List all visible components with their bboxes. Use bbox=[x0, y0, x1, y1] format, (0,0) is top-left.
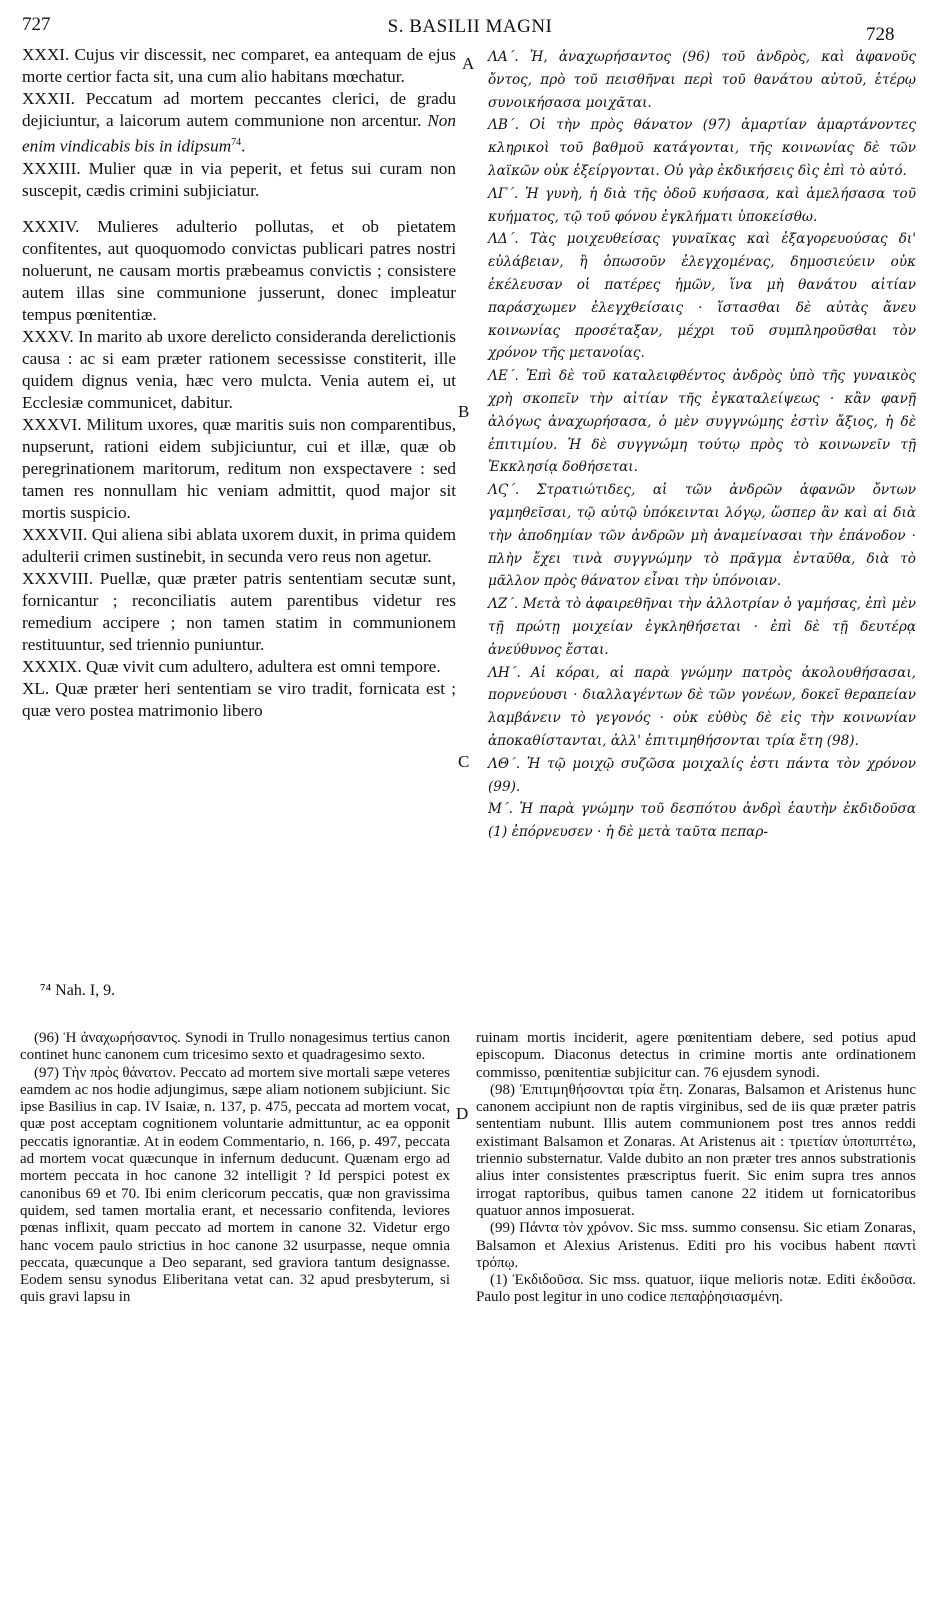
latin-canon-31: XXXI. Cujus vir discessit, nec comparet, ea antequam de ejus morte certior facta sit, una cum alio habitans mœchatur. bbox=[22, 45, 456, 86]
page-number-left: 727 bbox=[22, 14, 51, 35]
notes-left-column bbox=[20, 1030, 450, 1307]
latin-canon-35: XXXV. In marito ab uxore derelicto consideranda derelictionis causa : ac si eam præter rationem secessisse constiterit, ille quidem dignus venia, hæc vero mulcta. Venia autem ei, ut Ecclesiæ communicet, dabitur. bbox=[22, 326, 456, 412]
latin-canon-39: XXXIX. Quæ vivit cum adultero, adultera est omni tempore. bbox=[22, 656, 441, 676]
margin-letter-d: D bbox=[456, 1104, 469, 1123]
greek-canon-38: ΛΗ΄. Αἱ κόραι, αἱ παρὰ γνώμην πατρὸς ἀκολουθήσασαι, πορνεύουσι · διαλλαγέντων δὲ τῶν γονέων, δοκεῖ θεραπείαν λαμβάνειν τὸ γεγονός · οὐκ εὐθὺς δὲ εἰς τὴν κοινωνίαν ἀποκαθίστανται, ἀλλ' ἐπιτιμηθήσονται τρία ἔτη (98). bbox=[488, 664, 916, 749]
latin-canon-32: XXXII. Peccatum ad mortem peccantes clerici, de gradu dejiciuntur, a laicorum autem communione non arcentur. Non enim vindicabis bis in idipsum$^{74}$. bbox=[22, 89, 456, 156]
margin-letter-b: B bbox=[458, 402, 470, 421]
greek-column bbox=[488, 46, 916, 844]
greek-canon-34: ΛΔ΄. Τὰς μοιχευθείσας γυναῖκας καὶ ἐξαγορευούσας δι' εὐλάβειαν, ἢ ὁπωσοῦν ἐλεγχομένας, δημοσιεύειν οὐκ ἐκέλευσαν οἱ πατέρες ἡμῶν, ἵνα μὴ θανάτου αἰτίαν παράσχωμεν ἐλεγχθείσαις · ἵστασθαι δὲ αὐτὰς ἄνευ κοινωνίας προσέταξαν, μέχρι τοῦ συμπληροῦσθαι τὸν χρόνον τῆς μετανοίας. bbox=[488, 231, 916, 362]
latin-canon-37: XXXVII. Qui aliena sibi ablata uxorem duxit, in prima quidem adulterii crimen sustinebit, in secunda vero reus non agetur. bbox=[22, 524, 456, 566]
note-97: (97) Τὴν πρὸς θάνατον. Peccato ad mortem sive mortali sæpe veteres eamdem ac nos hodie adjungimus, sæpe aliam notionem subjiciunt. Sic ipse Basilius in cap. IV Isaiæ, n. 137, p. 475, peccata ad mortem vocat, quæ post acceptam cognitionem voluntarie admittuntur, ac ea opponit peccatis ignorantiæ. At in eodem Commentario, n. 166, p. 497, peccata ad mortem vocat quæcunque in infernum deducunt. Quænam ergo ad mortem peccata in hoc canone 32 intelligit ? Id perspici potest ex canonibus 69 et 70. Ibi enim clericorum peccatis, quæ non gravissima quidem, sed tamen mortalia erant, et necessario confitenda, leviores pœnas inflixit, quam peccato ad mortem in canone 32. Videtur ergo hanc vocem paulo strictius in hoc canone 32 usurpasse, neque omnia peccata, quæcunque a Deo separant, sed graviora tantum designasse. Eodem sensu synodus Eliberitana vetat can. 32 apud presbyterum, si quis gravi lapsu in bbox=[20, 1064, 450, 1306]
greek-canon-33: ΛΓ΄. Ἡ γυνὴ, ἡ διὰ τῆς ὁδοῦ κυήσασα, καὶ ἀμελήσασα τοῦ κυήματος, τῷ τοῦ φόνου ἐγκλήματι ὑποκείσθω. bbox=[488, 185, 916, 225]
note-1: (1) Ἐκδιδοῦσα. Sic mss. quatuor, iique melioris notæ. Editi ἐκδοῦσα. Paulo post legitur in uno codice πεπαῤῥησιασμένη. bbox=[476, 1272, 916, 1306]
greek-canon-37: ΛΖ΄. Μετὰ τὸ ἀφαιρεθῆναι τὴν ἀλλοτρίαν ὁ γαμήσας, ἐπὶ μὲν τῇ πρώτῃ μοιχείαν ἐγκληθήσεται · ἐπὶ δὲ τῇ δευτέρᾳ ἀνεύθυνος ἔσται. bbox=[488, 596, 916, 658]
greek-canon-40: Μ΄. Ἡ παρὰ γνώμην τοῦ δεσπότου ἀνδρὶ ἑαυτὴν ἐκδιδοῦσα (1) ἐπόρνευσεν · ἡ δὲ μετὰ ταῦτα πεπαρ- bbox=[488, 801, 916, 841]
running-title: S. BASILII MAGNI bbox=[387, 16, 553, 37]
note-96: (96) Ἡ ἀναχωρήσαντος. Synodi in Trullo nonagesimus tertius canon continet hunc canonem cum tricesimo sexto et quadragesimo sexto. bbox=[20, 1030, 450, 1064]
latin-canon-36: XXXVI. Militum uxores, quæ maritis suis non comparentibus, nupserunt, rationi eidem subjiciuntur, cui et illæ, quæ ob peregrinationem maritorum, reditum non exspectavere : sed tamen res nonnullam hic veniam admittit, quod major sit mortis suspicio. bbox=[22, 414, 456, 522]
latin-canon-40: XL. Quæ præter heri sententiam se viro tradit, fornicata est ; quæ vero postea matrimonio libero bbox=[22, 678, 456, 720]
page-number-right: 728 bbox=[866, 24, 895, 45]
greek-canon-39: ΛΘ΄. Ἡ τῷ μοιχῷ συζῶσα μοιχαλίς ἐστι πάντα τὸν χρόνον (99). bbox=[488, 755, 916, 795]
scripture-quote: Non enim vindicabis bis in idipsum bbox=[22, 111, 456, 156]
margin-letter-a: A bbox=[462, 54, 475, 73]
latin-column bbox=[22, 44, 456, 722]
latin-canon-33: XXXIII. Mulier quæ in via peperit, et fetus sui curam non suscepit, cædis crimini subjiciatur. bbox=[22, 158, 456, 200]
latin-canon-38: XXXVIII. Puellæ, quæ præter patris sententiam secutæ sunt, fornicantur ; reconciliatis autem parentibus videtur res remedium accipere ; non tamen statim in communionem restituuntur, sed triennio puniuntur. bbox=[22, 568, 456, 654]
greek-canon-32: ΛΒ΄. Οἱ τὴν πρὸς θάνατον (97) ἁμαρτίαν ἁμαρτάνοντες κληρικοὶ τοῦ βαθμοῦ κατάγονται, τῆς κοινωνίας δὲ τῶν λαϊκῶν οὐκ ἐξείργονται. Οὐ γὰρ ἐκδικήσεις δὶς ἐπὶ τὸ αὐτό. bbox=[488, 117, 916, 179]
footnote-ref: 74 bbox=[231, 137, 242, 148]
margin-letter-c: C bbox=[458, 752, 470, 771]
greek-canon-36: ΛϚ΄. Στρατιώτιδες, αἱ τῶν ἀνδρῶν ἀφανῶν ὄντων γαμηθεῖσαι, τῷ αὐτῷ ὑπόκεινται λόγῳ, ὥσπερ ἂν καὶ αἱ διὰ τὴν ἀποδημίαν τῶν ἀνδρῶν μὴ ἀναμείνασαι τὴν ἐπάνοδον · πλὴν ἔχει τινὰ συγγνώμην τὸ πρᾶγμα ἐνταῦθα, διὰ τὸ μᾶλλον πρὸς θάνατον εἶναι τὴν ὑπόνοιαν. bbox=[488, 482, 916, 590]
latin-canon-34: XXXIV. Mulieres adulterio pollutas, et ob pietatem confitentes, aut quoquomodo convictas publicari patres nostri noluerunt, ne causam mortis præbeamus convictis ; consistere autem illas sine communione jusserunt, donec impleatur tempus pœnitentiæ. bbox=[22, 216, 456, 324]
notes-right-column bbox=[476, 1030, 916, 1307]
greek-canon-35: ΛΕ΄. Ἐπὶ δὲ τοῦ καταλειφθέντος ἀνδρὸς ὑπὸ τῆς γυναικὸς χρὴ σκοπεῖν τὴν αἰτίαν τῆς ἐγκαταλείψεως · κἂν φανῇ ἀλόγως ἀναχωρήσασα, ὁ μὲν συγγνώμης ἐστὶν ἄξιος, ἡ δὲ ἐπιτιμίου. Ἡ δὲ συγγνώμη τούτῳ πρὸς τὸ κοινωνεῖν τῇ Ἐκκλησίᾳ δοθήσεται. bbox=[488, 368, 916, 476]
note-97-continued: ruinam mortis inciderit, agere pœnitentiam debere, sed potius apud episcopum. Diaconus detectus in crimine mortis ante ordinationem commisso, pœnitentiæ subjicitur can. 76 ejusdem synodi. bbox=[476, 1030, 916, 1081]
greek-canon-31: ΛΑ΄. Ἡ, ἀναχωρήσαντος (96) τοῦ ἀνδρὸς, καὶ ἀφανοῦς ὄντος, πρὸ τοῦ πεισθῆναι περὶ τοῦ θανάτου αὐτοῦ, ἑτέρῳ συνοικήσασα μοιχᾶται. bbox=[488, 49, 916, 111]
note-99: (99) Πάντα τὸν χρόνον. Sic mss. summo consensu. Sic etiam Zonaras, Balsamon et Alexius Aristenus. Editi pro his vocibus habent παντὶ τρόπῳ. bbox=[476, 1220, 916, 1271]
note-98: (98) Ἐπιτιμηθήσονται τρία ἔτη. Zonaras, Balsamon et Aristenus hunc canonem accipiunt non de raptis virginibus, sed de iis quæ præter patris sententiam nubunt. Illis autem communionem post tres annos reddi existimant Balsamon et Zonaras. At Aristenus ait : τριετίαν ὑποπιπτέτω, triennio substernatur. Valde dubito an non præter tres annos substrationis alius inter consistentes præscriptus fuerit. Sic enim supra tres annos irrogat raptoribus, quibus tamen canone 22 itidem ut fornicatoribus quatuor annos imposuerat. bbox=[476, 1081, 916, 1219]
scripture-footnote: ⁷⁴ Nah. I, 9. bbox=[40, 982, 116, 999]
